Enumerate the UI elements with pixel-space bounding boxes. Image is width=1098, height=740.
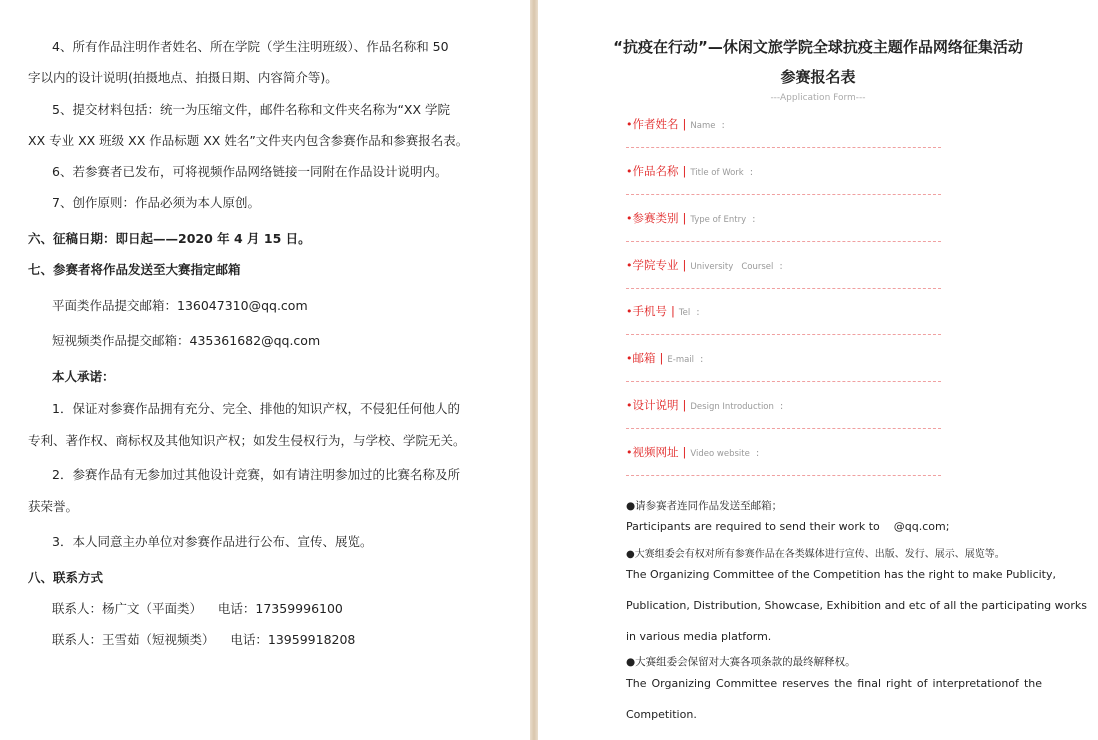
field-title: •作品名称 | Title of Work : [626, 164, 754, 178]
form-title: “抗疫在行动”—休闲文旅学院全球抗疫主题作品网络征集活动 [613, 38, 1023, 56]
book-spine [530, 0, 538, 740]
note-line: Participants are required to send their work to @qq.com; [626, 520, 950, 533]
bullet-icon: • [626, 446, 633, 459]
field-underline[interactable] [626, 288, 941, 289]
text-line: 1．保证对参赛作品拥有充分、完全、排他的知识产权，不侵犯任何他人的 [52, 401, 460, 416]
section-heading: 七、参赛者将作品发送至大赛指定邮箱 [28, 262, 241, 277]
note-line: The Organizing Committee of the Competition has the right to make Publicity, [626, 568, 1056, 581]
bullet-icon: • [626, 165, 633, 178]
text-line: 平面类作品提交邮箱：136047310@qq.com [52, 298, 308, 313]
note-line: Competition. [626, 708, 697, 721]
text-line: 专利、著作权、商标权及其他知识产权；如发生侵权行为，与学校、学院无关。 [28, 433, 466, 448]
note-line: ●大赛组委会有权对所有参赛作品在各类媒体进行宣传、出版、发行、展示、展览等。 [626, 549, 1005, 560]
contact-line: 联系人：王雪茹（短视频类） 电话：13959918208 [52, 632, 356, 647]
text-line: 短视频类作品提交邮箱：435361682@qq.com [52, 333, 321, 348]
field-phone: •手机号 | Tel : [626, 304, 700, 318]
field-underline[interactable] [626, 428, 941, 429]
bullet-icon: • [626, 259, 633, 272]
section-heading: 六、征稿日期：即日起——2020 年 4 月 15 日。 [28, 231, 311, 246]
note-line: Publication, Distribution, Showcase, Exhibition and etc of all the participating works [626, 599, 1088, 612]
field-underline[interactable] [626, 194, 941, 195]
bullet-icon: • [626, 399, 633, 412]
bullet-icon: • [626, 305, 633, 318]
form-subtitle: ---Application Form--- [770, 93, 866, 103]
field-name: •作者姓名 | Name : [626, 117, 725, 131]
field-underline[interactable] [626, 475, 941, 476]
text-line: 2．参赛作品有无参加过其他设计竞赛，如有请注明参加过的比赛名称及所 [52, 467, 460, 482]
note-line: ●大赛组委会保留对大赛各项条款的最终解释权。 [626, 656, 856, 668]
field-underline[interactable] [626, 147, 941, 148]
field-underline[interactable] [626, 334, 941, 335]
note-line: The Organizing Committee reserves the final right of interpretationof the [626, 677, 1042, 690]
text-line: 字以内的设计说明(拍摄地点、拍摄日期、内容简介等)。 [28, 70, 338, 85]
left-page [0, 0, 530, 740]
text-line: 获荣誉。 [28, 499, 79, 514]
field-college: •学院专业 | University Coursel : [626, 258, 783, 272]
bullet-icon: • [626, 118, 633, 131]
field-type: •参赛类别 | Type of Entry : [626, 211, 756, 225]
bullet-icon: • [626, 352, 633, 365]
text-line: 4、所有作品注明作者姓名、所在学院（学生注明班级）、作品名称和 50 [52, 39, 449, 54]
section-heading: 本人承诺： [52, 369, 115, 384]
right-page [538, 0, 1098, 740]
text-line: XX 专业 XX 班级 XX 作品标题 XX 姓名”文件夹内包含参赛作品和参赛报名表。 [28, 133, 469, 148]
bullet-icon: • [626, 212, 633, 225]
note-line: in various media platform. [626, 630, 772, 643]
note-line: ●请参赛者连同作品发送至邮箱； [626, 500, 783, 512]
form-title-2: 参赛报名表 [780, 68, 856, 86]
contact-line: 联系人：杨广文（平面类） 电话：17359996100 [52, 601, 343, 616]
text-line: 7、创作原则：作品必须为本人原创。 [52, 195, 260, 210]
field-video: •视频网址 | Video website : [626, 445, 760, 459]
text-line: 5、提交材料包括：统一为压缩文件，邮件名称和文件夹名称为“XX 学院 [52, 102, 451, 117]
field-email: •邮箱 | E-mail : [626, 351, 704, 365]
text-line: 3．本人同意主办单位对参赛作品进行公布、宣传、展览。 [52, 534, 373, 549]
field-underline[interactable] [626, 381, 941, 382]
field-underline[interactable] [626, 241, 941, 242]
text-line: 6、若参赛者已发布，可将视频作品网络链接一同附在作品设计说明内。 [52, 164, 448, 179]
field-design: •设计说明 | Design Introduction : [626, 398, 784, 412]
section-heading: 八、联系方式 [28, 570, 104, 585]
